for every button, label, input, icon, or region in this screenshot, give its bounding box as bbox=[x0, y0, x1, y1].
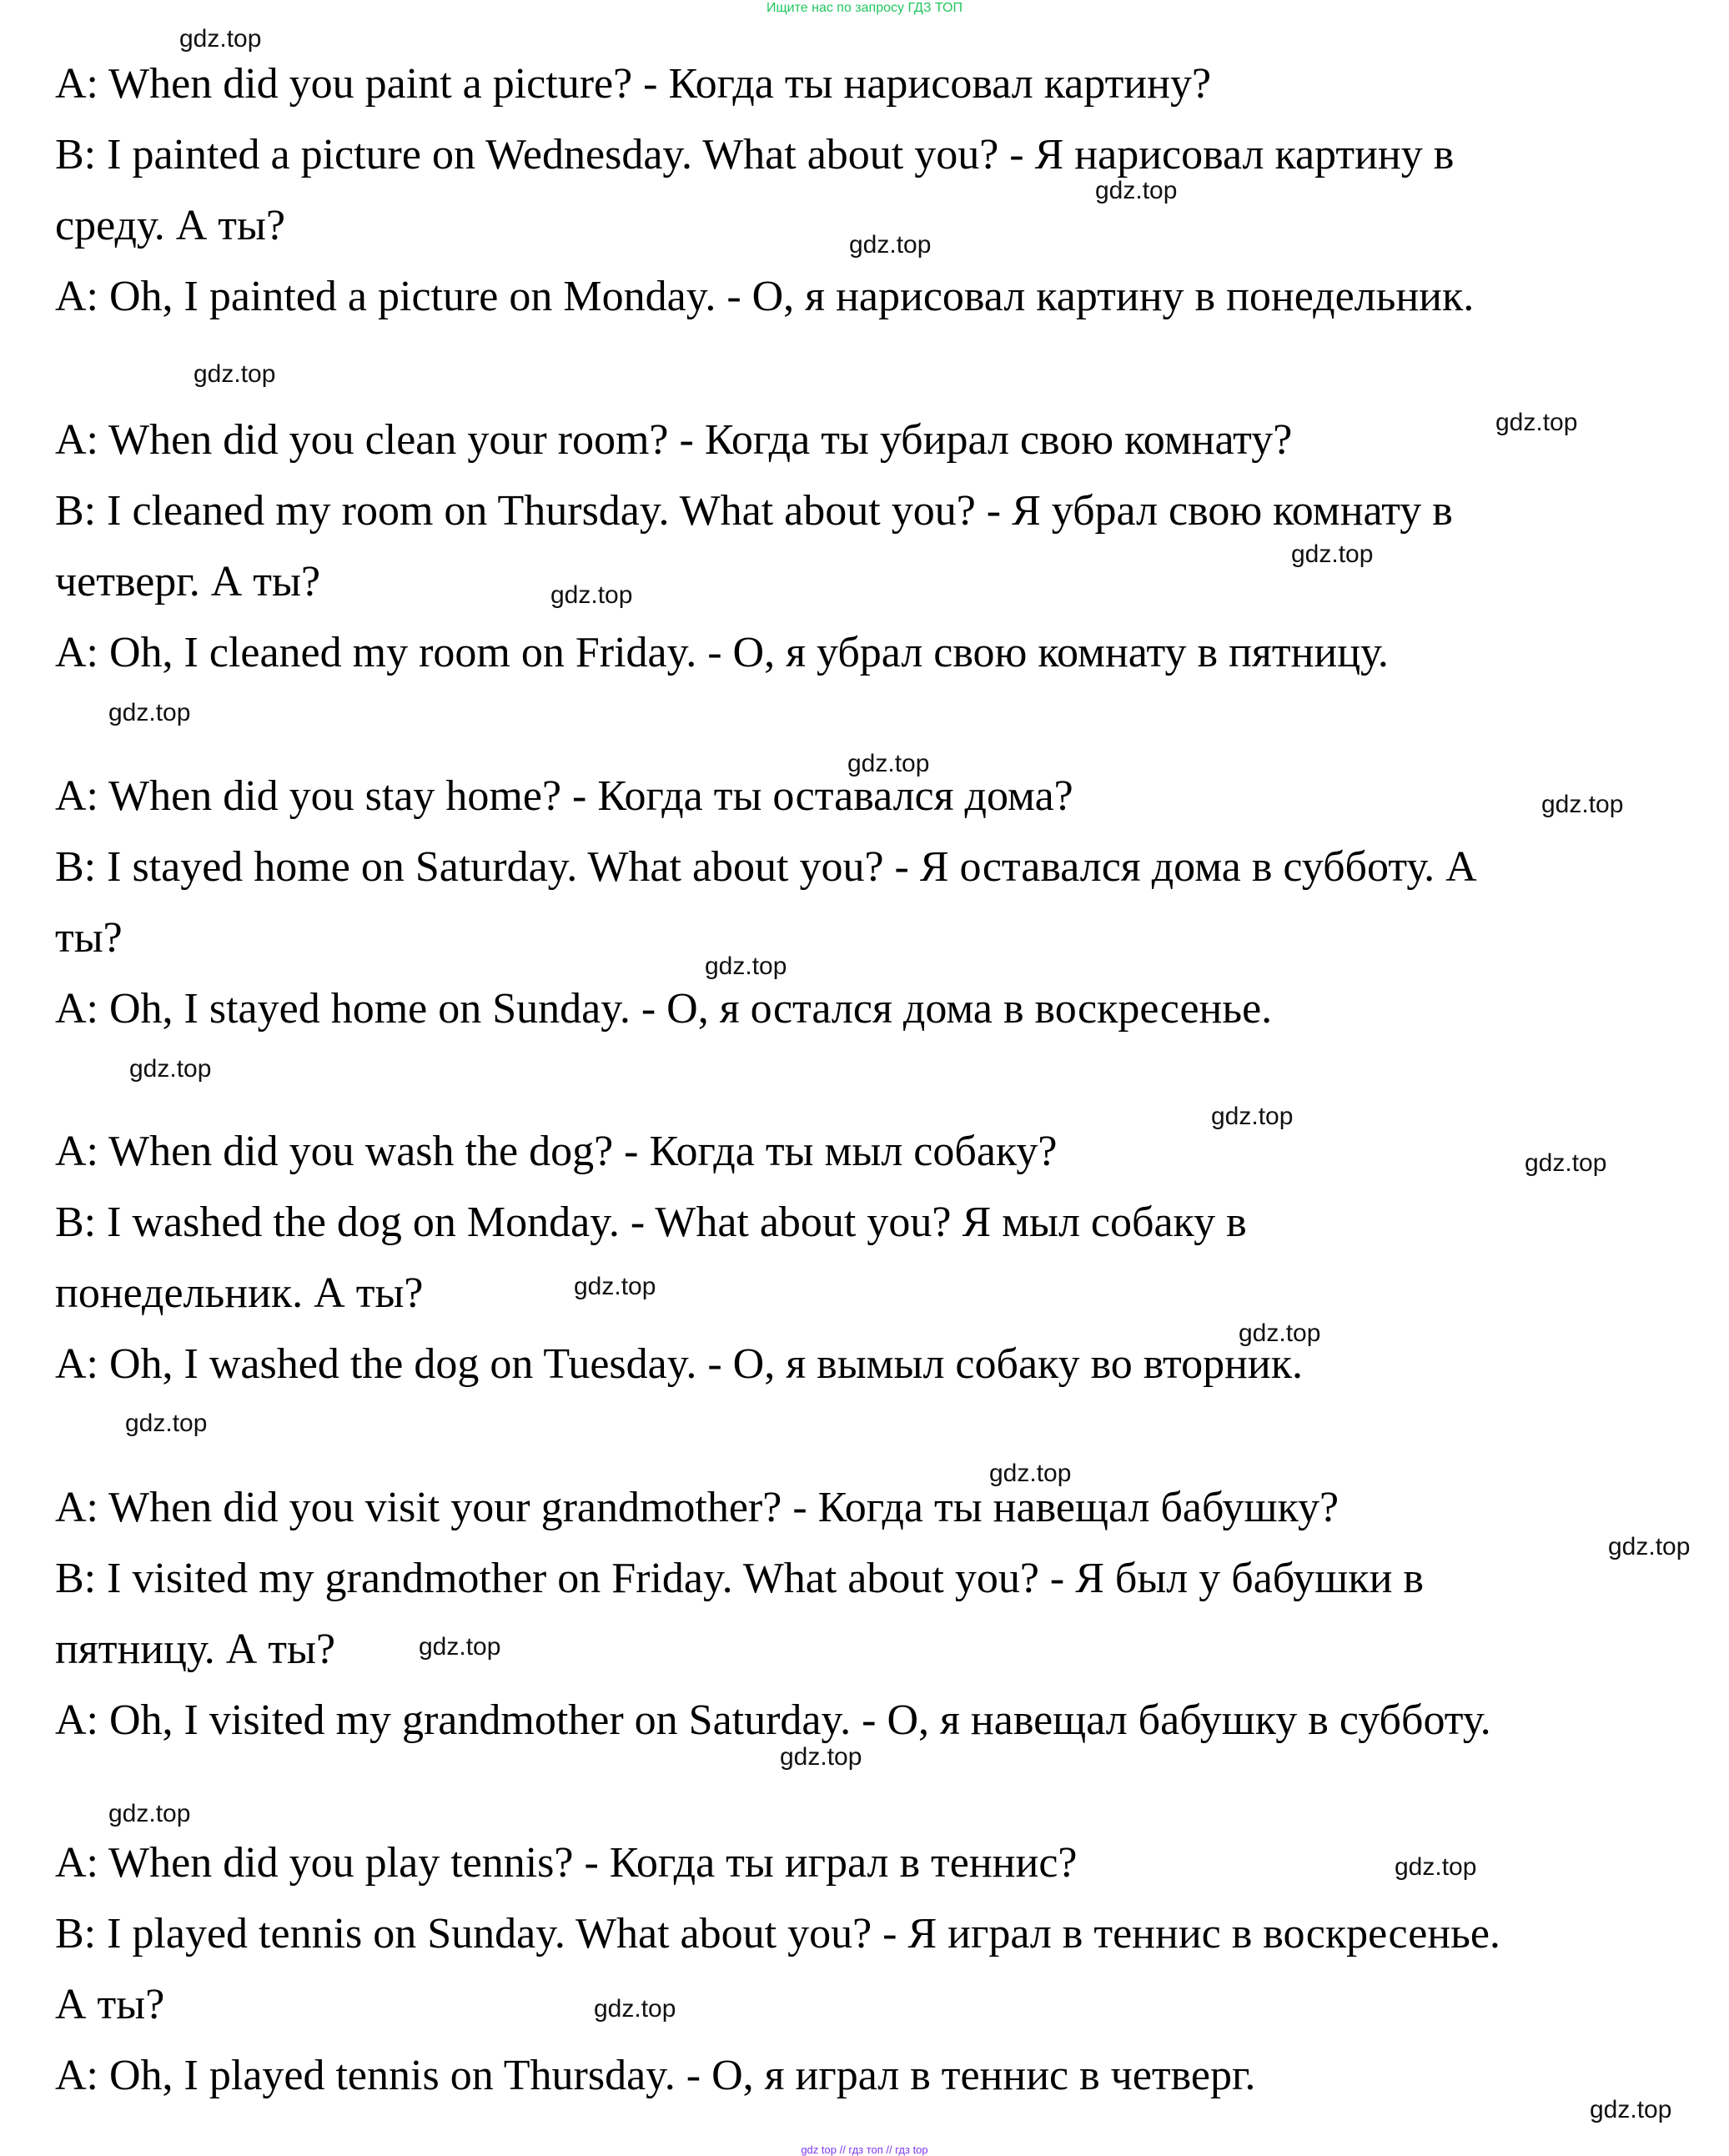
watermark: gdz.top bbox=[108, 699, 191, 726]
dialogue-line: A: When did you play tennis? - Когда ты играл в теннис? bbox=[55, 1839, 1078, 1887]
dialogue-line: A: When did you wash the dog? - Когда ты мыл собаку? bbox=[55, 1128, 1058, 1175]
watermark: gdz.top bbox=[847, 750, 930, 777]
dialogue-line: ты? bbox=[55, 914, 123, 962]
watermark: gdz.top bbox=[594, 1995, 676, 2023]
watermark: gdz.top bbox=[705, 952, 787, 980]
watermark: gdz.top bbox=[1095, 177, 1178, 204]
dialogue-line: A: Oh, I stayed home on Sunday. - О, я остался дома в воскресенье. bbox=[55, 985, 1273, 1033]
watermark: gdz.top bbox=[194, 360, 276, 388]
watermark: gdz.top bbox=[780, 1743, 862, 1771]
watermark: gdz.top bbox=[1495, 409, 1578, 436]
watermark: gdz.top bbox=[125, 1410, 208, 1437]
watermark: gdz.top bbox=[550, 581, 633, 609]
dialogue-line: A: When did you visit your grandmother? - Когда ты навещал бабушку? bbox=[55, 1484, 1339, 1531]
watermark: gdz.top bbox=[849, 231, 932, 259]
dialogue-line: пятницу. А ты? bbox=[55, 1626, 336, 1673]
dialogue-line: понедельник. А ты? bbox=[55, 1269, 424, 1317]
dialogue-line: B: I visited my grandmother on Friday. What about you? - Я был у бабушки в bbox=[55, 1555, 1424, 1602]
watermark: gdz.top bbox=[1395, 1853, 1477, 1881]
watermark: gdz.top bbox=[1291, 540, 1374, 568]
watermark: gdz.top bbox=[179, 25, 262, 53]
watermark: gdz.top bbox=[108, 1800, 191, 1827]
dialogue-line: А ты? bbox=[55, 1981, 165, 2028]
watermark: gdz.top bbox=[1525, 1149, 1607, 1177]
dialogue-line: A: When did you paint a picture? - Когда ты нарисовал картину? bbox=[55, 60, 1212, 108]
watermark: gdz.top bbox=[1211, 1103, 1294, 1130]
dialogue-line: B: I played tennis on Sunday. What about you? - Я играл в теннис в воскресенье. bbox=[55, 1910, 1500, 1957]
dialogue-line: A: Oh, I visited my grandmother on Saturday. - О, я навещал бабушку в субботу. bbox=[55, 1696, 1491, 1744]
dialogue-line: B: I painted a picture on Wednesday. What about you? - Я нарисовал картину в bbox=[55, 131, 1455, 178]
dialogue-line: среду. А ты? bbox=[55, 202, 286, 249]
dialogue-line: B: I washed the dog on Monday. - What about you? Я мыл собаку в bbox=[55, 1199, 1247, 1246]
watermark: gdz.top bbox=[419, 1633, 501, 1661]
footer: gdz top // гдз топ // гдз top bbox=[801, 2143, 928, 2156]
dialogue-line: B: I stayed home on Saturday. What about you? - Я оставался дома в субботу. А bbox=[55, 843, 1477, 891]
watermark: gdz.top bbox=[1541, 791, 1624, 818]
dialogue-line: четверг. А ты? bbox=[55, 558, 321, 606]
dialogue-line: A: When did you stay home? - Когда ты оставался дома? bbox=[55, 772, 1073, 820]
dialogue-line: B: I cleaned my room on Thursday. What about you? - Я убрал свою комнату в bbox=[55, 487, 1453, 535]
top-banner: Ищите нас по запросу ГДЗ ТОП bbox=[766, 1, 963, 15]
watermark: gdz.top bbox=[1608, 1533, 1691, 1560]
dialogue-line: A: Oh, I washed the dog on Tuesday. - О, я вымыл собаку во вторник. bbox=[55, 1340, 1303, 1388]
dialogue-line: A: Oh, I cleaned my room on Friday. - О, я убрал свою комнату в пятницу. bbox=[55, 629, 1389, 676]
watermark: gdz.top bbox=[1590, 2096, 1672, 2123]
watermark: gdz.top bbox=[1239, 1319, 1321, 1347]
watermark: gdz.top bbox=[574, 1273, 656, 1300]
dialogue-line: A: Oh, I painted a picture on Monday. - О, я нарисовал картину в понедельник. bbox=[55, 273, 1475, 320]
watermark: gdz.top bbox=[989, 1460, 1072, 1487]
watermark: gdz.top bbox=[129, 1055, 212, 1083]
dialogue-line: A: Oh, I played tennis on Thursday. - О, я играл в теннис в четверг. bbox=[55, 2052, 1256, 2099]
dialogue-line: A: When did you clean your room? - Когда ты убирал свою комнату? bbox=[55, 416, 1293, 464]
